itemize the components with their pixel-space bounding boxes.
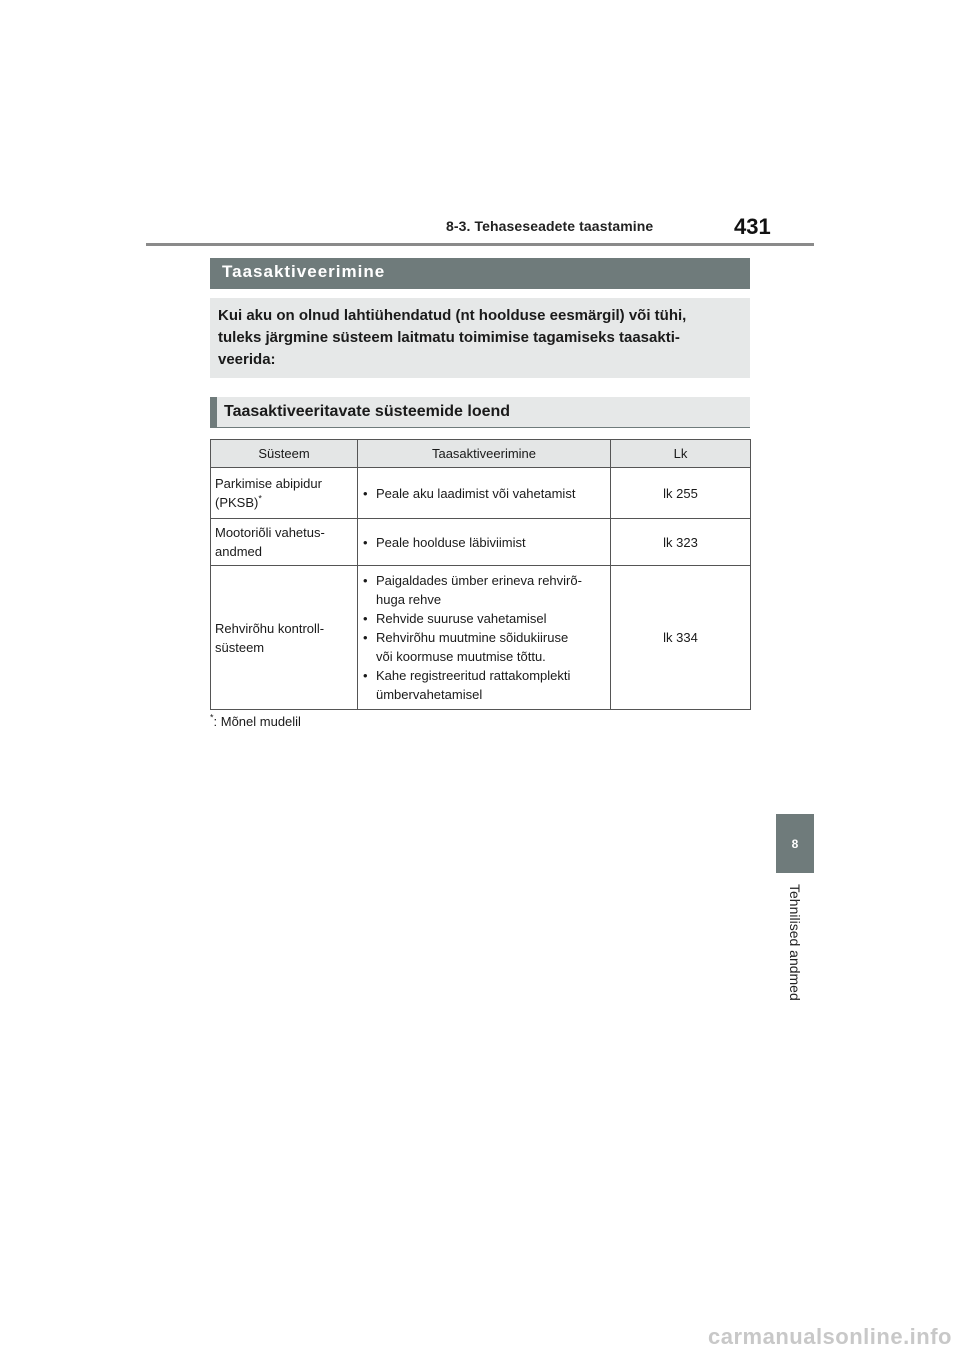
- list-item: • Rehvide suuruse vahetamisel: [362, 609, 606, 628]
- list-item: • Peale aku laadimist või vahetamist: [362, 484, 606, 503]
- intro-box: [210, 298, 750, 378]
- page-number: 431: [734, 214, 771, 239]
- system-line: Parkimise abipidur: [215, 476, 322, 491]
- header-system: Süsteem: [211, 440, 358, 468]
- cell-reactivation: [358, 566, 611, 710]
- footnote-marker: *: [210, 712, 214, 723]
- table-row: [211, 519, 751, 566]
- cell-system: [211, 468, 358, 519]
- system-line: andmed: [215, 544, 262, 559]
- header-rule: [146, 243, 814, 246]
- chapter-label: Tehnilised andmed: [787, 884, 803, 1001]
- cell-page: lk 255: [611, 468, 751, 519]
- table-row: [211, 468, 751, 519]
- list-item: • Peale hoolduse läbiviimist: [362, 533, 606, 552]
- table-row: [211, 566, 751, 710]
- section-heading: Taasaktiveerimine: [210, 258, 750, 289]
- intro-line: Kui aku on olnud lahtiühendatud (nt hoolduse eesmärgil) või tühi,: [218, 307, 687, 324]
- section-title: 8-3. Tehaseseadete taastamine: [446, 218, 654, 234]
- subsection-heading: Taasaktiveeritavate süsteemide loend: [210, 397, 750, 428]
- chapter-tab: [776, 814, 814, 873]
- list-item: • Paigaldades ümber erineva rehvirõ- huga rehve: [362, 571, 606, 609]
- cell-reactivation: [358, 519, 611, 566]
- chapter-number: 8: [791, 836, 799, 851]
- cell-page: lk 334: [611, 566, 751, 710]
- cell-system: [211, 519, 358, 566]
- cell-reactivation: [358, 468, 611, 519]
- watermark: carmanualsonline.info: [708, 1324, 952, 1349]
- intro-line: veerida:: [218, 351, 276, 368]
- footnote-marker: *: [258, 493, 262, 504]
- list-item: • Kahe registreeritud rattakomplekti ümbervahetamisel: [362, 666, 606, 704]
- system-line: süsteem: [215, 639, 265, 655]
- list-item: • Rehvirõhu muutmine sõidukiiruse või koormuse muutmise tõttu.: [362, 628, 606, 666]
- footnote: [210, 714, 301, 729]
- cell-system: [211, 566, 358, 710]
- system-line: (PKSB)*: [215, 493, 262, 510]
- system-line: Rehvirõhu kontroll-: [215, 620, 325, 636]
- footnote-text: : Mõnel mudelil: [213, 714, 301, 729]
- cell-page: lk 323: [611, 519, 751, 566]
- table-header-row: [211, 440, 751, 468]
- header-page: Lk: [611, 440, 751, 468]
- header-reactivation: Taasaktiveerimine: [358, 440, 611, 468]
- system-line: Mootoriõli vahetus-: [215, 525, 325, 540]
- intro-line: tuleks järgmine süsteem laitmatu toimimise tagamiseks taasakti-: [218, 329, 680, 346]
- systems-table: [210, 439, 751, 710]
